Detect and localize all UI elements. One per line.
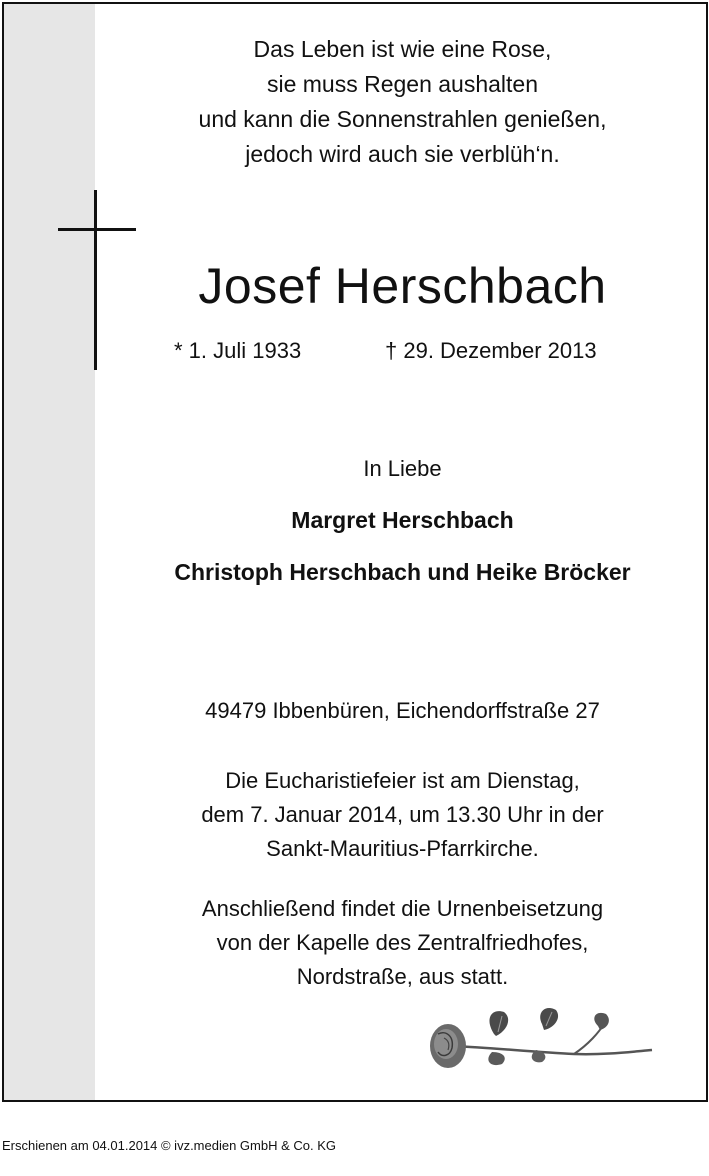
burial-line: Anschließend findet die Urnenbeisetzung — [201, 896, 604, 921]
death-date: † 29. Dezember 2013 — [385, 338, 597, 363]
birth-date: * 1. Juli 1933 — [174, 338, 302, 363]
mourners-intro: In Liebe — [363, 456, 442, 481]
service-line: Sankt-Mauritius-Pfarrkirche. — [266, 836, 539, 861]
burial-line: von der Kapelle des Zentralfriedhofes, — [216, 930, 589, 955]
service-line: dem 7. Januar 2014, um 13.30 Uhr in der — [201, 802, 604, 827]
rose-icon — [424, 1004, 660, 1078]
address: 49479 Ibbenbüren, Eichendorffstraße 27 — [205, 698, 600, 723]
poem-line: sie muss Regen aushalten — [266, 71, 539, 97]
obituary-frame — [2, 2, 708, 1102]
poem-line: Das Leben ist wie eine Rose, — [253, 36, 552, 62]
cross-icon — [94, 190, 97, 370]
mourner-name: Margret Herschbach — [291, 507, 514, 533]
poem-line: und kann die Sonnenstrahlen genießen, — [198, 106, 607, 132]
publication-footer: Erschienen am 04.01.2014 © ivz.medien GmbH & Co. KG — [2, 1138, 337, 1153]
mourner-names: Christoph Herschbach und Heike Bröcker — [174, 559, 631, 585]
service-line: Die Eucharistiefeier ist am Dienstag, — [225, 768, 580, 793]
service-info — [99, 764, 706, 866]
deceased-name: Josef Herschbach — [198, 258, 607, 314]
poem-line: jedoch wird auch sie verblüh‘n. — [245, 141, 560, 167]
burial-line: Nordstraße, aus statt. — [296, 964, 509, 989]
burial-info — [99, 892, 706, 994]
grey-sidebar — [4, 4, 95, 1100]
poem — [99, 32, 706, 172]
cross-icon-bar — [58, 228, 136, 231]
